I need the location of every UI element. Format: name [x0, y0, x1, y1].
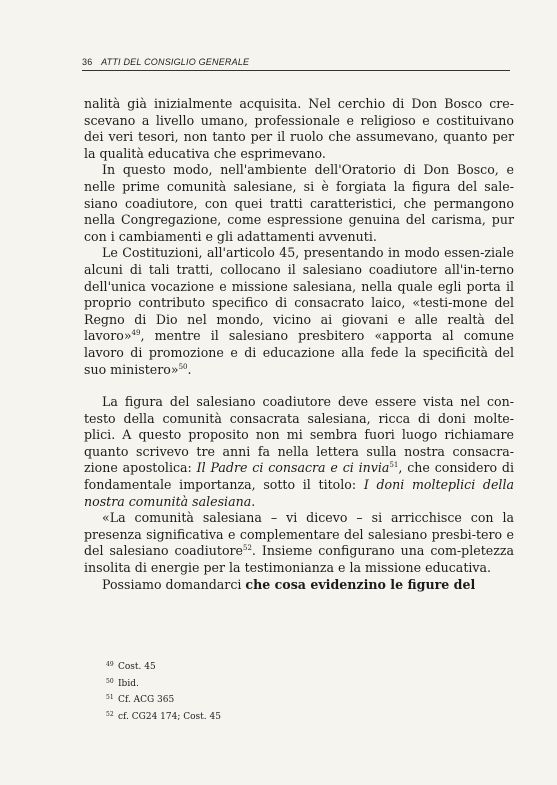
- paragraph-3: Le Costituzioni, all'articolo 45, presentando in modo essen-ziale alcuni di tali tratti, collocano il salesiano coadiutore all'in-terno dell'unica vocazione e missione salesiana, nella quale egli porta il proprio contributo specifico di consacrato laico, «testi-mone del Regno di Dio nel mondo, vicino ai giovani e alle realtà del lavoro»$^{49}$, mentre il salesiano presbitero «apporta al comune lavoro di promozione e di educazione alla fede la specificità del suo ministero»$^{50}$.: [84, 245, 514, 377]
- footnote: 51 Cf. ACG 365: [106, 694, 175, 706]
- footnote-ref-52: 52: [243, 544, 252, 553]
- cited-letter-title: Il Padre ci consacra e ci invia: [196, 460, 390, 476]
- bold-phrase: che cosa evidenzino le figure del: [245, 576, 476, 592]
- page-number: 36: [82, 57, 93, 67]
- body-text: [84, 96, 514, 593]
- footnote: 52 cf. CG24 174; Cost. 45: [106, 710, 221, 722]
- section-title: ATTI DEL CONSIGLIO GENERALE: [101, 57, 250, 67]
- footnote-ref-51: 51: [389, 461, 399, 470]
- paragraph-1: nalità già inizialmente acquisita. Nel cerchio di Don Bosco cre-scevano a livello umano, professionale e religioso e costituivano dei veri tesori, non tanto per il ruolo che assumevano, quanto per la qualità educativa che esprimevano.: [84, 96, 514, 161]
- cited-section-title: I doni molteplici della nostra comunità salesiana: [84, 477, 514, 509]
- header-rule: [82, 70, 510, 71]
- footnote-ref-50: 50: [178, 362, 188, 371]
- footnote: 49 Cost. 45: [106, 661, 156, 672]
- paragraph-4: La figura del salesiano coadiutore deve essere vista nel con-testo della comunità consacrata salesiana, ricca di doni molte-plici. A questo proposito non mi sembra fuori luogo richiamare quanto scrivevo tre anni fa nella lettera sulla nostra consacra-zione apostolica: Il Padre ci consacra e ci invia$^{51}$, che considero di fondamentale importanza, sotto il titolo: I doni molteplici della nostra comunità salesiana.: [84, 394, 514, 509]
- footnote-ref-49: 49: [131, 329, 141, 338]
- running-head: [82, 57, 249, 67]
- paragraph-6: Possiamo domandarci che cosa evidenzino le figure del: [102, 576, 476, 592]
- footnote: 50 Ibid.: [106, 677, 139, 689]
- paragraph-2: In questo modo, nell'ambiente dell'Oratorio di Don Bosco, e nelle prime comunità salesiane, si è forgiata la figura del sale-siano coadiutore, con quei tratti caratteristici, che permangono nella Congregazione, come espressione genuina del carisma, pur con i cambiamenti e gli adattamenti avvenuti.: [84, 162, 514, 244]
- paragraph-5: «La comunità salesiana – vi dicevo – si arricchisce con la presenza significativa e complementare del salesiano presbi-tero e del salesiano coadiutore$^{52}$. Insieme configurano una com-pletezza insolita di energie per la testimonianza e la missione educativa.: [84, 510, 514, 576]
- footnotes: [106, 658, 221, 724]
